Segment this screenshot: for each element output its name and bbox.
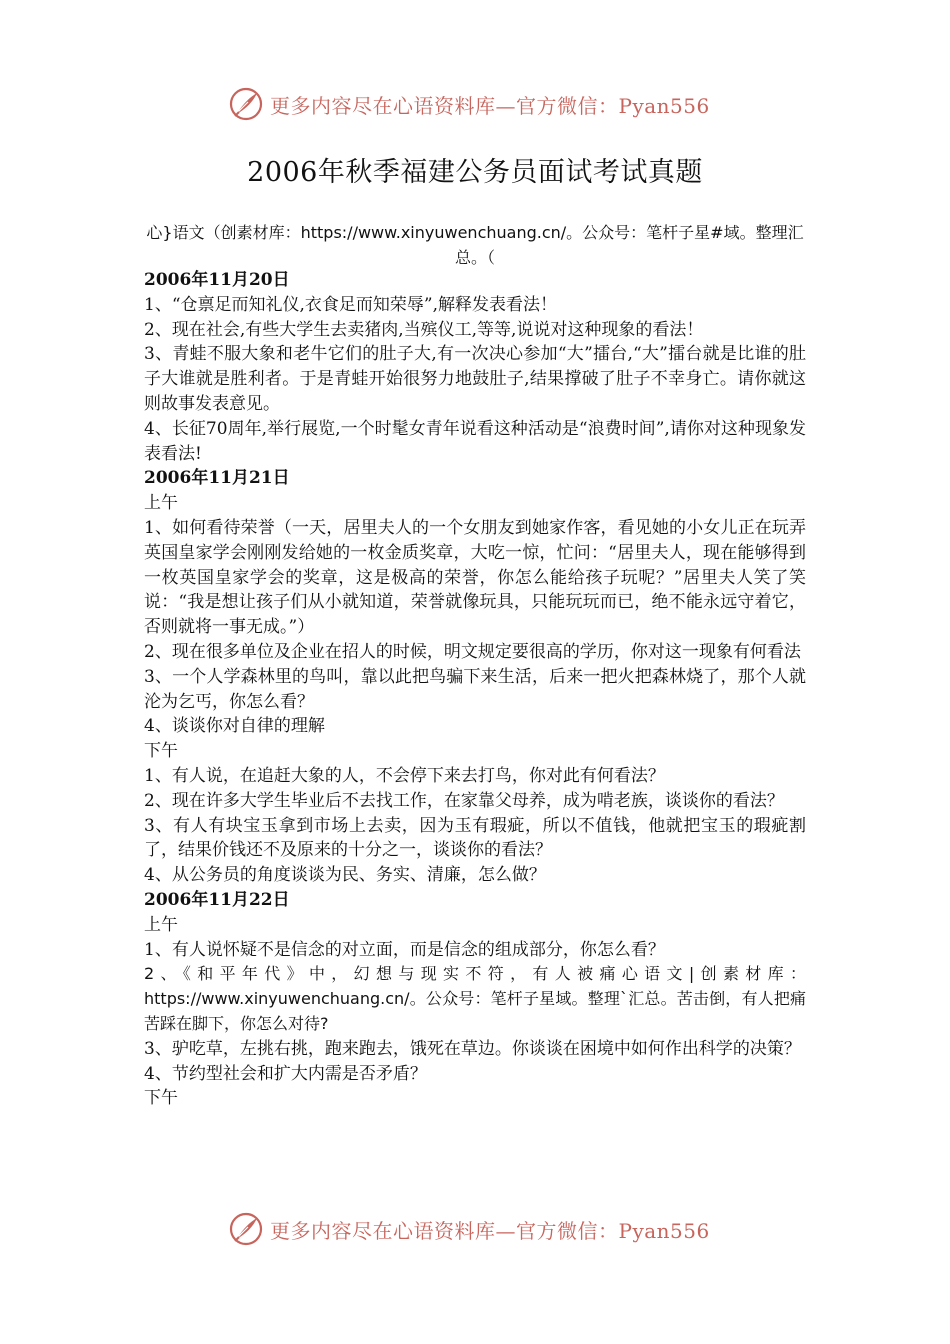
question: 1、如何看待荣誉（一天，居里夫人的一个女朋友到她家作客，看见她的小女儿正在玩弄英国皇家学会刚刚发给她的一枚金质奖章，大吃一惊，忙问：“居里夫人，现在能够得到一枚英国皇家学会的奖章，这是极高的荣誉，你怎么能给孩子玩呢？”居里夫人笑了笑说：“我是想让孩子们从小就知道，荣誉就像玩具，只能玩玩而已，绝不能永远守着它，否则就将一事无成。”） (144, 517, 806, 638)
bottom-banner (228, 1209, 748, 1249)
feather-pen-icon (228, 86, 264, 122)
question: 3、一个人学森林里的鸟叫，靠以此把鸟骗下来生活，后来一把火把森林烧了，那个人就沦为乞丐，你怎么看？ (144, 666, 806, 712)
date-heading: 2006年11月21日 (144, 468, 290, 489)
question: 3、有人有块宝玉拿到市场上去卖，因为玉有瑕疵，所以不值钱，他就把宝玉的瑕疵割了，结果价钱还不及原来的十分之一，谈谈你的看法？ (144, 815, 806, 861)
banner-text: 更多内容尽在心语资料库—官方微信：Pyan556 (270, 1218, 710, 1243)
question: 1、“仓禀足而知礼仪,衣食足而知荣辱”,解释发表看法！ (144, 294, 558, 315)
question: 4、从公务员的角度谈谈为民、务实、清廉，怎么做？ (144, 865, 546, 886)
page-title: 2006年秋季福建公务员面试考试真题 (247, 157, 703, 188)
question: 2、现在社会,有些大学生去卖猪肉,当殡仪工,等等,说说对这种现象的看法！ (144, 319, 704, 340)
feather-pen-icon (228, 1211, 264, 1247)
question: 1、有人说怀疑不是信念的对立面，而是信念的组成部分，你怎么看？ (144, 939, 665, 960)
question: 4、谈谈你对自律的理解 (144, 716, 325, 737)
question: 3、青蛙不服大象和老牛它们的肚子大,有一次决心参加“大”擂台,“大”擂台就是比谁的肚子大谁就是胜利者。于是青蛙开始很努力地鼓肚子,结果撑破了肚子不幸身亡。请你就这则故事发表意见。 (144, 344, 806, 414)
question: 1、有人说，在追赶大象的人，不会停下来去打鸟，你对此有何看法？ (144, 765, 665, 786)
session-heading: 下午 (144, 741, 178, 762)
top-banner (228, 84, 748, 124)
document-body (144, 268, 806, 1111)
question: 4、节约型社会和扩大内需是否矛盾？ (144, 1063, 427, 1084)
question: 2、现在许多大学生毕业后不去找工作，在家靠父母养，成为啃老族，谈谈你的看法？ (144, 790, 784, 811)
session-heading: 下午 (144, 1088, 178, 1109)
session-heading: 上午 (144, 914, 178, 935)
question: 4、长征70周年,举行展览,一个时髦女青年说看这种活动是“浪费时间”,请你对这种现象发表看法! (144, 418, 806, 464)
source-note: 心}语文（创素材库：https://www.xinyuwenchuang.cn/。公众号：笔杆子星#域。整理汇总。（ (146, 223, 804, 267)
session-heading: 上午 (144, 493, 178, 514)
question: 2、现在很多单位及企业在招人的时候，明文规定要很高的学历，你对这一现象有何看法 (144, 641, 801, 662)
banner-text: 更多内容尽在心语资料库—官方微信：Pyan556 (270, 93, 710, 118)
question: 2、《和平年代》中，幻想与现实不符，有人被痛心语文|创素材库：https://www.xinyuwenchuang.cn/。公众号：笔杆子星域。整理`汇总。苦击倒，有人把痛苦踩在脚下，你怎么对待? (144, 964, 806, 1033)
date-heading: 2006年11月22日 (144, 889, 290, 910)
question: 3、驴吃草，左挑右挑，跑来跑去，饿死在草边。你谈谈在困境中如何作出科学的决策？ (144, 1038, 801, 1059)
date-heading: 2006年11月20日 (144, 270, 290, 290)
